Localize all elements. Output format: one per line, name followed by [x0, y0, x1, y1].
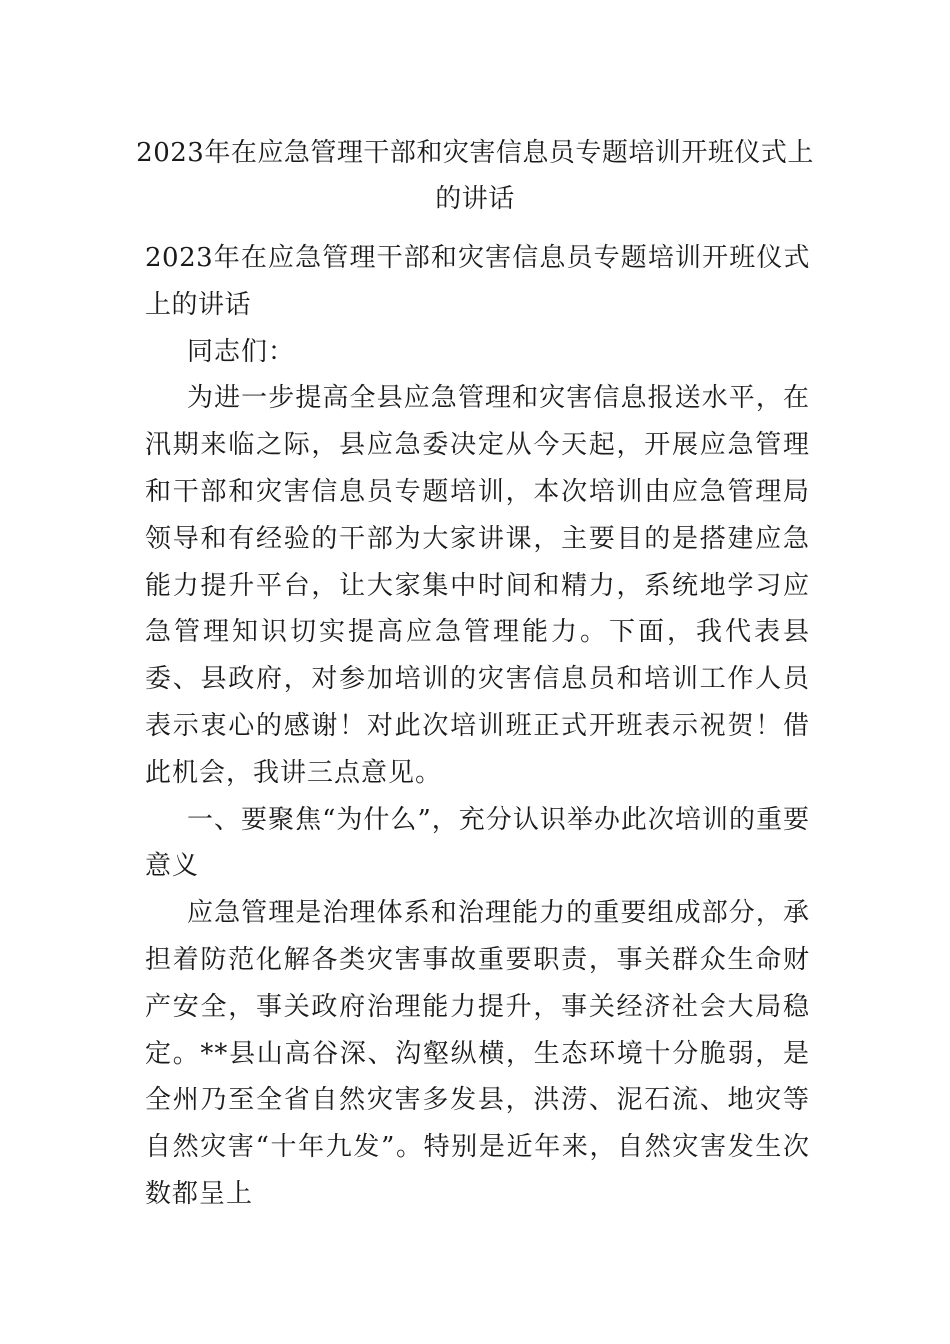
salutation: 同志们： — [187, 336, 296, 367]
paragraph-intro: 为进一步提高全县应急管理和灾害信息报送水平，在汛期来临之际，县应急委决定从今天起，开展应急管理和干部和灾害信息员专题培训，本次培训由应急管理局领导和有经验的干部为大家讲课，主要目的是搭建应急能力提升平台，让大家集中时间和精力，系统地学习应急管理知识切实提高应急管理能力。下面，我代表县委、县政府，对参加培训的灾害信息员和培训工作人员表示衷心的感谢！对此次培训班正式开班表示祝贺！借此机会，我讲三点意见。 — [145, 383, 810, 788]
section-heading-1: 一、要聚焦“为什么”，充分认识举办此次培训的重要意义 — [145, 804, 810, 882]
document-title: 2023年在应急管理干部和灾害信息员专题培训开班仪式上的讲话 — [136, 138, 814, 214]
document-subtitle: 2023年在应急管理干部和灾害信息员专题培训开班仪式上的讲话 — [145, 243, 810, 320]
paragraph-section-1: 应急管理是治理体系和治理能力的重要组成部分，承担着防范化解各类灾害事故重要职责，事关群众生命财产安全，事关政府治理能力提升，事关经济社会大局稳定。**县山高谷深、沟壑纵横，生态环境十分脆弱，是全州乃至全省自然灾害多发县，洪涝、泥石流、地灾等自然灾害“十年九发”。特别是近年来，自然灾害发生次数都呈上 — [145, 898, 810, 1209]
document-body — [145, 235, 810, 1218]
